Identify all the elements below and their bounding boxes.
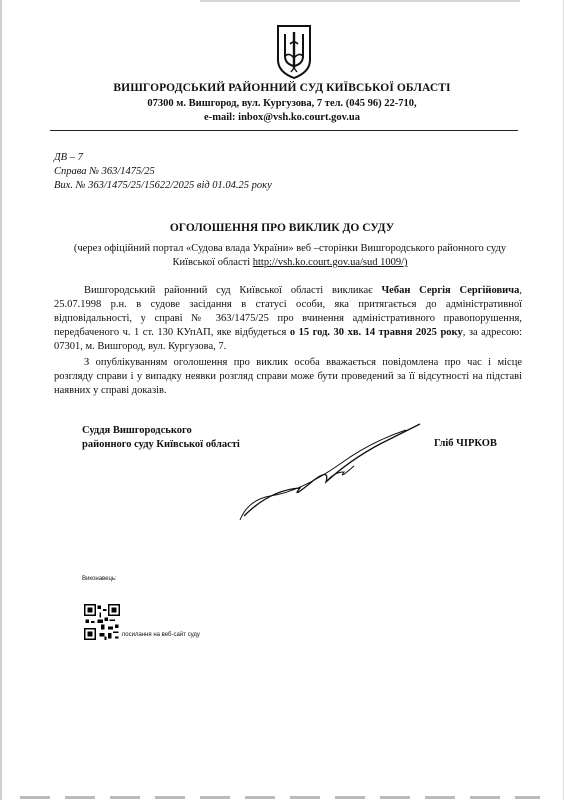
court-address: 07300 м. Вишгород, вул. Кургузова, 7 тел. (045 96) 22-710,	[147, 98, 417, 109]
coat-of-arms-emblem	[274, 22, 314, 82]
scan-edge-bottom	[20, 796, 540, 799]
case-number: Справа № 363/1475/25	[54, 166, 155, 177]
judge-position-line-1: Суддя Вишгородського	[82, 425, 192, 436]
p1-end: , за адресою: 07301, м. Вишгород, вул. Кургузова, 7.	[54, 327, 522, 352]
notice-paragraph-1	[54, 284, 522, 354]
judge-position-line-2: районного суду Київської області	[82, 439, 240, 450]
outgoing-number: Вих. № 363/1475/25/15622/2025 від 01.04.25 року	[54, 180, 272, 191]
court-name: ВИШГОРОДСЬКИЙ РАЙОННИЙ СУД КИЇВСЬКОЇ ОБЛАСТІ	[113, 82, 451, 94]
judge-position	[82, 424, 240, 452]
doc-code: ДВ – 7	[54, 152, 83, 163]
publication-note-text: (через офіційний портал «Судова влада України» веб –сторінки Вишгородського районного суду Київської області	[73, 243, 507, 268]
executor-label: Виконавець:	[82, 576, 117, 582]
court-website-link[interactable]: http://vsh.ko.court.gov.ua/sud 1009/)	[252, 257, 408, 268]
p1-mid: , 25.07.1998 р.н. в судове засідання в статусі особи, яка притягається до адміністративної відповідальності, у справі № 363/1475/25 про вчинення адміністративного правопорушення, передбаченого ч. 1 ст. 130 КУпАП, яке відбудеться	[54, 285, 522, 338]
hearing-time: о 15 год. 30 хв. 14 травня 2025 року	[289, 327, 463, 338]
header-divider	[50, 130, 518, 131]
qr-caption: посилання на веб-сайт суду	[122, 632, 200, 638]
p1-start: Вишгородський районний суд Київської області викликає	[84, 285, 382, 296]
qr-code-icon[interactable]	[84, 604, 120, 640]
notice-title: ОГОЛОШЕННЯ ПРО ВИКЛИК ДО СУДУ	[169, 222, 395, 234]
handwritten-signature	[230, 420, 430, 530]
publication-note	[60, 242, 520, 270]
notice-paragraph-2: З опублікуванням оголошення про виклик особа вважається повідомлена про час і місце розгляду справи і у випадку неявки розгляд справи може бути проведений за її відсутності на підставі наявних у справі доказів.	[54, 357, 522, 396]
court-email: e-mail: inbox@vsh.ko.court.gov.ua	[204, 112, 360, 123]
scan-edge-top	[200, 0, 520, 2]
judge-name: Гліб ЧІРКОВ	[434, 438, 497, 449]
summoned-person-name: Чебан Сергія Сергійовича	[381, 285, 520, 296]
